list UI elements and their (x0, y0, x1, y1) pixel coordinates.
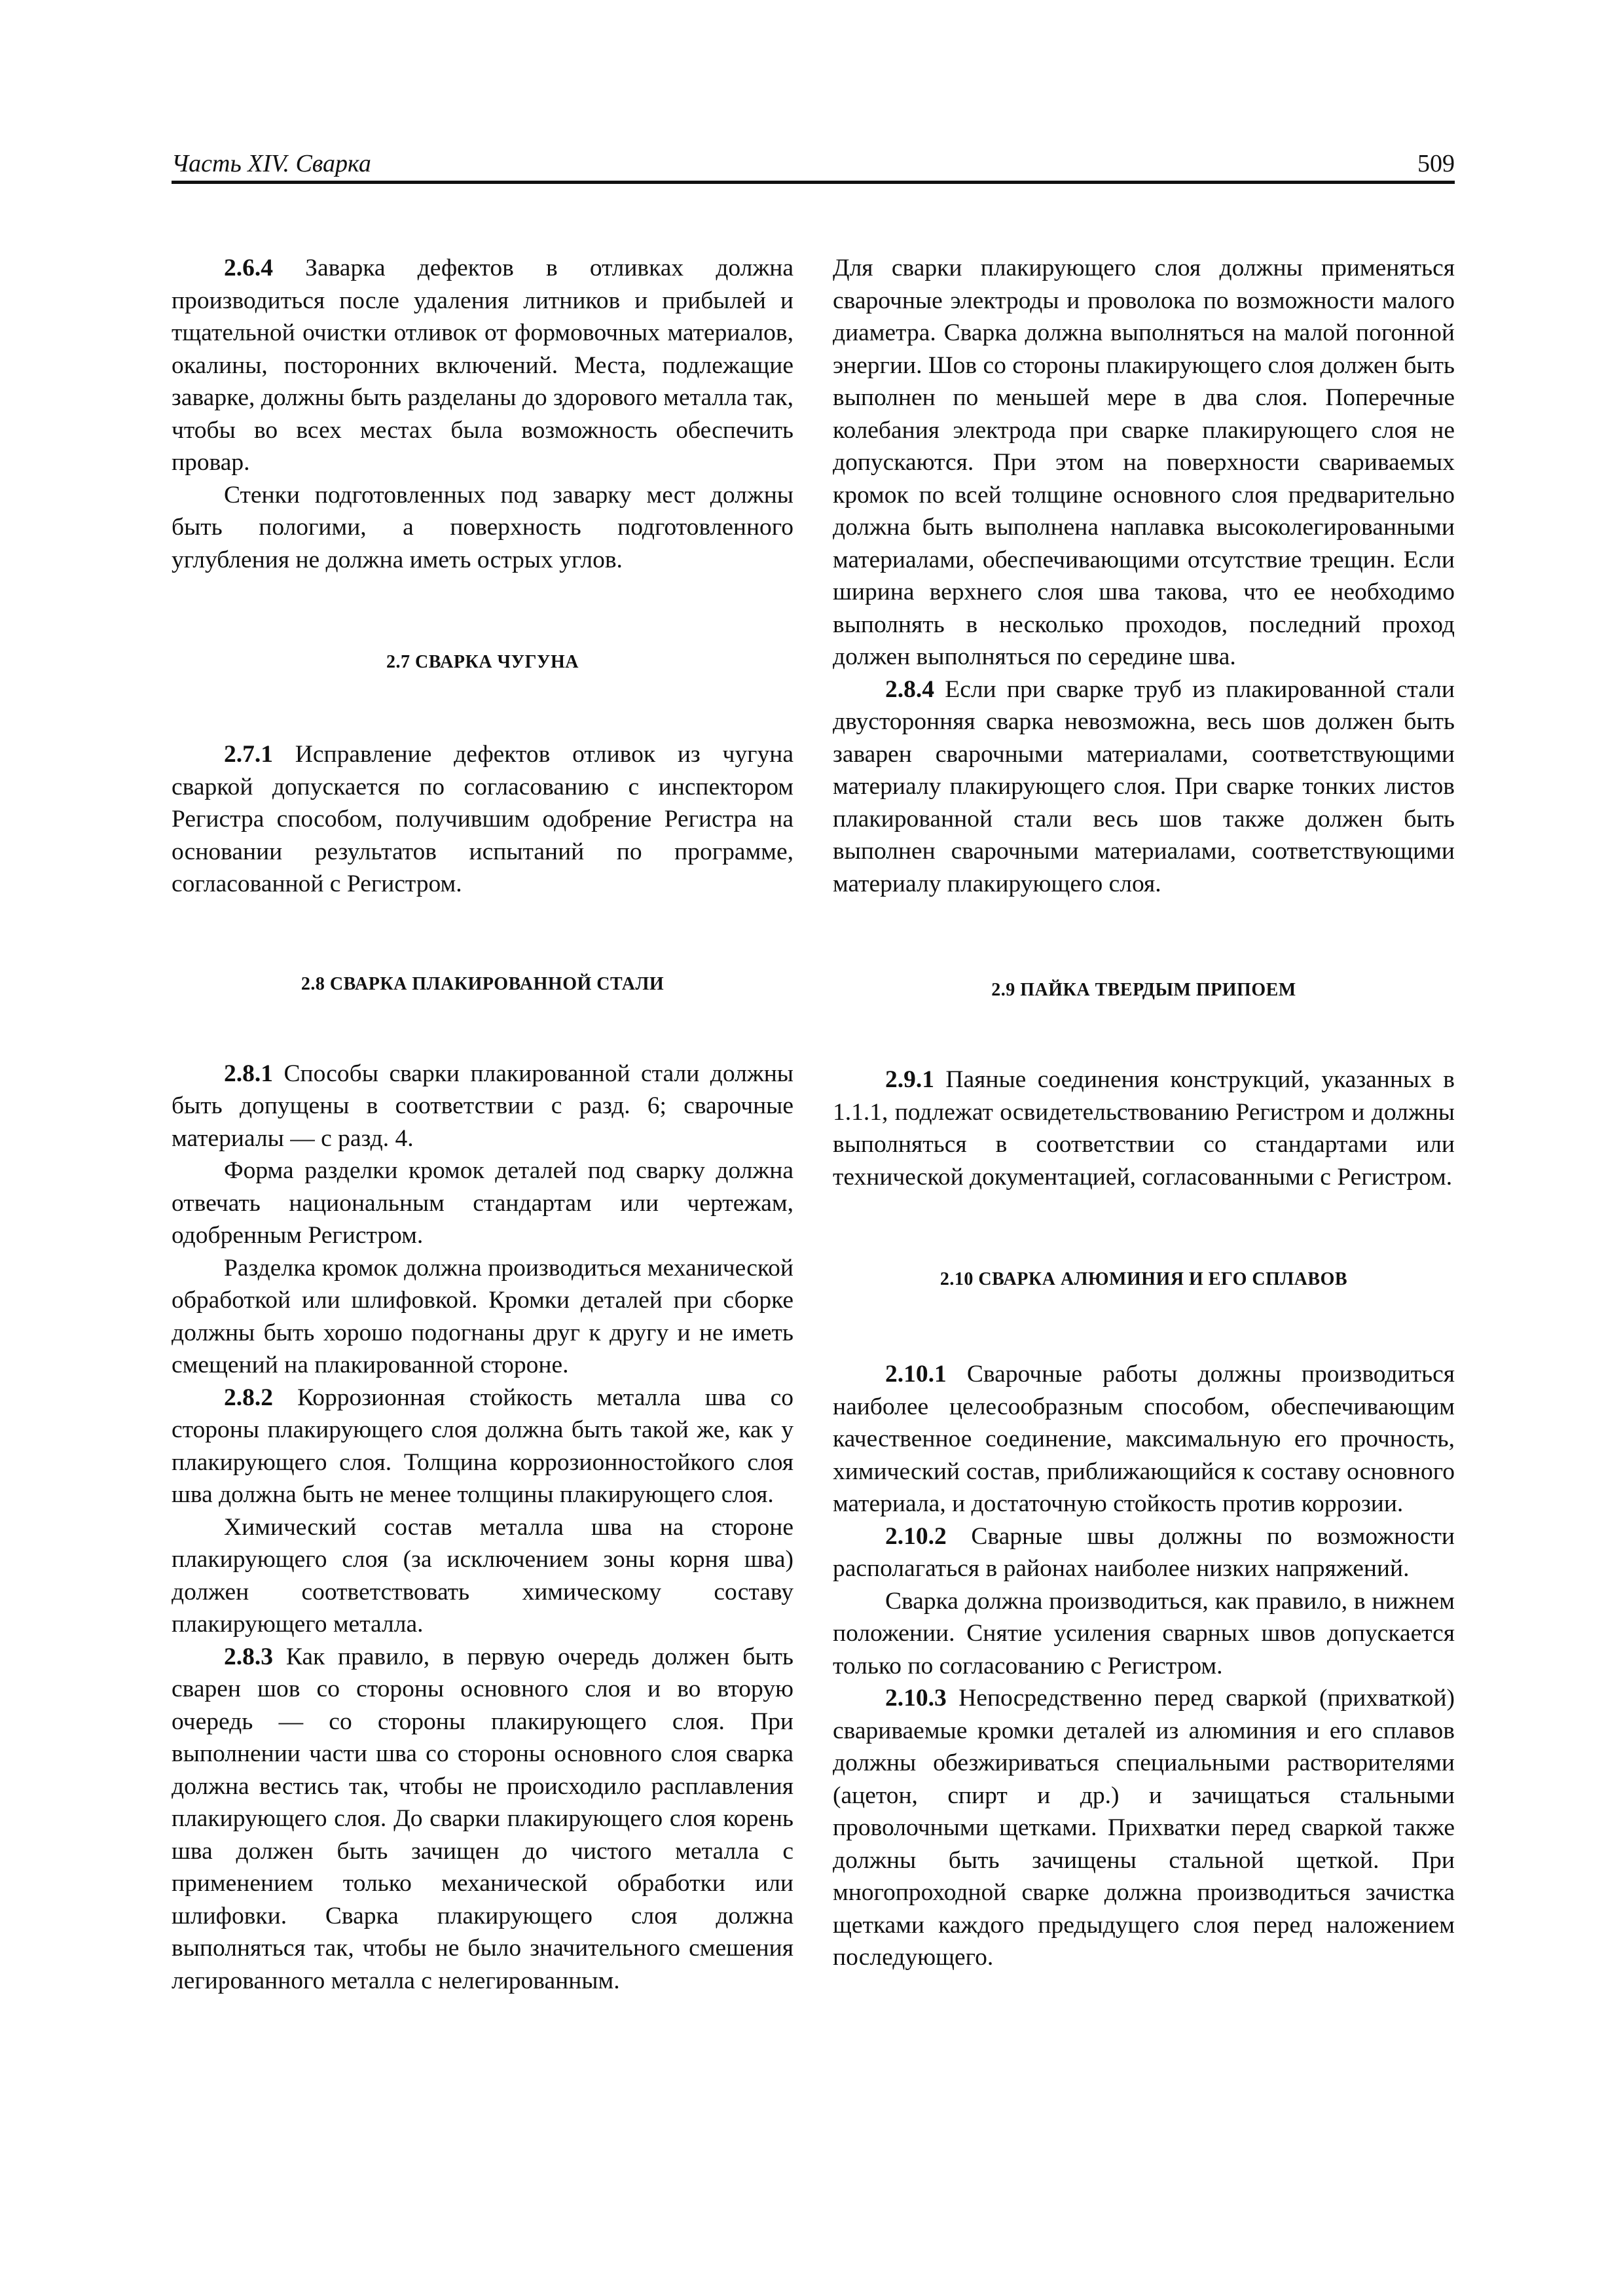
section-heading-2-7: 2.7 СВАРКА ЧУГУНА (386, 652, 579, 672)
right-column (833, 252, 1455, 1974)
section-heading-2-10: 2.10 СВАРКА АЛЮМИНИЯ И ЕГО СПЛАВОВ (939, 1269, 1348, 1289)
paragraph-text: Сварочные работы должны производиться наиболее целесообразным способом, обеспечивающим качественное соединение, максимальную его прочность, химический состав, приближающийся к составу основного материала, и достаточную стойкость против коррозии. (833, 1361, 1455, 1517)
clause-number: 2.10.2 (885, 1522, 947, 1550)
paragraph-text: Коррозионная стойкость металла шва со стороны плакирующего слоя должна быть такой же, как у плакирующего слоя. Толщина коррозионностойкого слоя шва должна быть не менее толщины плакирующего слоя. (172, 1384, 793, 1508)
paragraph-2-8-2 (172, 1382, 793, 1511)
paragraph-2-7-1 (172, 738, 793, 901)
header-title: Часть XIV. Сварка (172, 150, 371, 177)
paragraph-continued: Для сварки плакирующего слоя должны применяться сварочные электроды и проволока по возможности малого диаметра. Сварка должна выполняться на малой погонной энергии. Шов со стороны плакирующего слоя должен быть выполнен по меньшей мере в два слоя. Поперечные колебания электрода при сварке плакирующего слоя не допускаются. При этом на поверхности свариваемых кромок по всей толщине основного слоя предварительно должна быть выполнена наплавка высоколегированными материалами, обеспечивающими отсутствие трещин. Если ширина верхнего слоя шва такова, что ее необходимо выполнять в несколько проходов, последний проход должен выполняться по середине шва. (833, 255, 1455, 670)
page-number: 509 (1417, 150, 1455, 177)
paragraph-text: Если при сварке труб из плакированной стали двусторонняя сварка невозможна, весь шов должен быть заварен сварочными материалами, соответствующими материалу плакирующего слоя. При сварке тонких листов плакированной стали весь шов также должен быть выполнен сварочными материалами, соответствующими материалу плакирующего слоя. (833, 675, 1455, 897)
clause-number: 2.7.1 (224, 741, 273, 768)
clause-number: 2.6.4 (224, 255, 273, 281)
paragraph-text: Форма разделки кромок деталей под сварку должна отвечать национальным стандартам или чертежам, одобренным Регистром. (172, 1157, 793, 1249)
paragraph-2-8-3 (172, 1641, 793, 1998)
paragraph-text: Химический состав металла шва на стороне плакирующего слоя (за исключением зоны корня шва) должен соответствовать химическому составу плакирующего металла. (172, 1513, 793, 1638)
clause-number: 2.10.3 (885, 1685, 947, 1712)
paragraph-text: Как правило, в первую очередь должен быть сварен шов со стороны основного слоя и во вторую очередь — со стороны плакирующего слоя. При выполнении части шва со стороны основного слоя сварка должна вестись так, чтобы не происходило расплавления плакирующего слоя. До сварки плакирующего слоя корень шва должен быть зачищен до чистого металла с применением только механической обработки или шлифовки. Сварка плакирующего слоя должна выполняться так, чтобы не было значительного смешения легированного металла с нелегированным. (172, 1643, 793, 1994)
clause-number: 2.8.3 (224, 1643, 273, 1670)
clause-number: 2.8.1 (224, 1060, 273, 1087)
clause-number: 2.10.1 (885, 1361, 947, 1388)
paragraph-text: Разделка кромок должна производиться механической обработкой или шлифовкой. Кромки деталей при сборке должны быть хорошо подогнаны друг к другу и не иметь смещений на плакированной стороне. (172, 1254, 793, 1378)
paragraph-text: Сварные швы должны по возможности располагаться в районах наиболее низких напряжений. (833, 1522, 1455, 1582)
paragraph-2-6-4 (172, 252, 793, 479)
paragraph-text: Непосредственно перед сваркой (прихваткой) свариваемые кромки деталей из алюминия и его сплавов должны обезжириваться специальными растворителями (ацетон, спирт и др.) и зачищаться стальными проволочными щетками. Прихватки перед сваркой также должны быть зачищены стальной щеткой. При многопроходной сварке должна производиться зачистка щетками каждого предыдущего слоя перед наложением последующего. (833, 1685, 1455, 1971)
section-heading-2-9: 2.9 ПАЙКА ТВЕРДЫМ ПРИПОЕМ (991, 980, 1296, 1000)
paragraph-2-9-1 (833, 1064, 1455, 1193)
running-header (172, 143, 1455, 184)
paragraph-2-10-2 (833, 1520, 1455, 1585)
paragraph-text: Сварка должна производиться, как правило, в нижнем положении. Снятие усиления сварных швов допускается только по согласованию с Регистром. (833, 1587, 1455, 1679)
section-heading-2-8: 2.8 СВАРКА ПЛАКИРОВАННОЙ СТАЛИ (301, 973, 665, 994)
paragraph-text: Заварка дефектов в отливках должна производиться после удаления литников и прибылей и тщательной очистки отливок от формовочных материалов, окалины, посторонних включений. Места, подлежащие заварке, должны быть разделаны до здорового металла так, чтобы во всех местах была возможность обеспечить провар. (172, 255, 793, 476)
paragraph-text: Исправление дефектов отливок из чугуна сваркой допускается по согласованию с инспектором Регистра способом, получившим одобрение Регистра на основании результатов испытаний по программе, согласованной с Регистром. (172, 741, 793, 897)
clause-number: 2.9.1 (885, 1066, 934, 1093)
clause-number: 2.8.2 (224, 1384, 273, 1411)
paragraph-2-10-1 (833, 1358, 1455, 1520)
clause-number: 2.8.4 (885, 675, 934, 703)
paragraph-2-8-4 (833, 673, 1455, 901)
paragraph-2-8-1 (172, 1058, 793, 1155)
paragraph-text: Способы сварки плакированной стали должны быть допущены в соответствии с разд. 6; сварочные материалы — с разд. 4. (172, 1060, 793, 1152)
paragraph-2-10-3 (833, 1682, 1455, 1974)
paragraph-text: Паяные соединения конструкций, указанных в 1.1.1, подлежат освидетельствованию Регистром и должны выполняться в соответствии со стандартами или технической документацией, согласованными с Регистром. (833, 1066, 1455, 1191)
left-column (172, 252, 793, 1997)
paragraph-text: Стенки подготовленных под заварку мест должны быть пологими, а поверхность подготовленного углубления не должна иметь острых углов. (172, 481, 793, 573)
